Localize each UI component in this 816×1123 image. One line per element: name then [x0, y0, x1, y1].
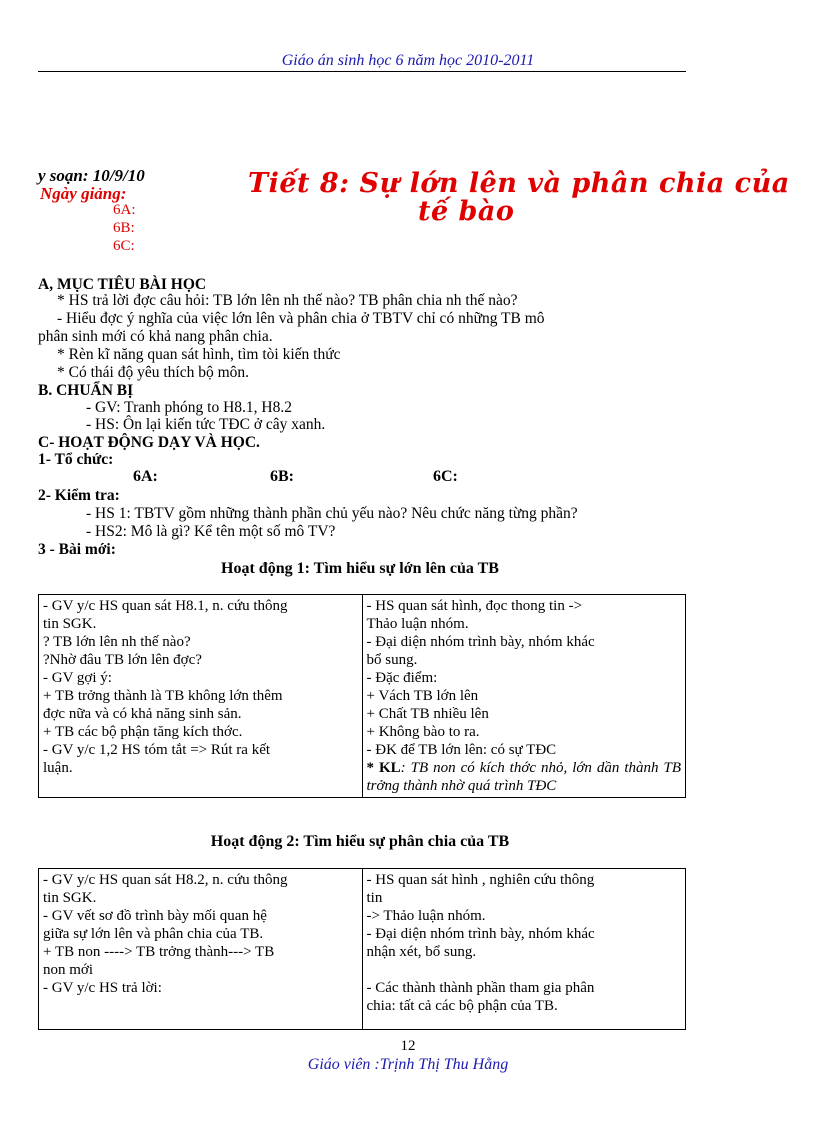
- lesson-title-line2: tế bào: [418, 196, 515, 227]
- table-line: + TB non ----> TB trởng thành---> TB: [43, 944, 275, 960]
- activity2-heading: Hoạt động 2: Tìm hiểu sự phân chia của TB: [210, 833, 510, 850]
- activity2-teacher-cell: [39, 869, 363, 1030]
- table-line: - Đại diện nhóm trình bày, nhóm khác: [366, 634, 595, 650]
- section-c-heading: C- HOẠT ĐỘNG DẠY VÀ HỌC.: [38, 434, 260, 451]
- table-line: + Vách TB lớn lên: [366, 688, 479, 704]
- conclusion: [367, 759, 682, 795]
- section-a-line: - Hiểu đợc ý nghĩa của việc lớn lên và phân chia ở TBTV chỉ có những TB mô: [57, 310, 545, 327]
- table-line: giữa sự lớn lên và phân chia của TB.: [43, 926, 264, 942]
- bai-moi-label: 3 - Bài mới:: [38, 541, 116, 558]
- table-line: - GV y/c HS trả lời:: [43, 980, 162, 996]
- class-6b-slot: 6B:: [270, 468, 294, 485]
- table-line: - Đại diện nhóm trình bày, nhóm khác: [366, 926, 595, 942]
- table-line: bổ sung.: [366, 652, 418, 668]
- page-number: 12: [400, 1038, 416, 1054]
- section-b-heading: B. CHUẨN BỊ: [38, 382, 134, 399]
- table-line: tin SGK.: [43, 890, 97, 906]
- activity1-student-cell: [362, 595, 686, 798]
- table-line: - GV y/c 1,2 HS tóm tắt => Rút ra kết: [43, 742, 271, 758]
- table-line: + TB trởng thành là TB không lớn thêm: [43, 688, 283, 704]
- table-line: - GV vết sơ đồ trình bày mối quan hệ: [43, 908, 267, 924]
- activity1-teacher-cell: [39, 595, 363, 798]
- class-6c: 6C:: [113, 238, 135, 254]
- section-a-heading: A, MỤC TIÊU BÀI HỌC: [38, 276, 207, 293]
- table-line: đợc nữa và có khả năng sinh sản.: [43, 706, 242, 722]
- table-line: luận.: [43, 760, 73, 776]
- activity2-student-cell: [362, 869, 686, 1030]
- date-prepared: y soạn: 10/9/10: [38, 166, 145, 185]
- page-footer: Giáo viên :Trịnh Thị Thu Hằng: [307, 1056, 509, 1073]
- conclusion-label: * KL: [366, 760, 401, 776]
- class-6c-slot: 6C:: [433, 468, 458, 485]
- section-a-line: * Có thái độ yêu thích bộ môn.: [57, 364, 250, 381]
- table-line: - HS quan sát hình, đọc thong tin ->: [366, 598, 583, 614]
- section-a-line: phân sinh mới có khả nang phân chia.: [38, 328, 273, 345]
- table-line: + Chất TB nhiều lên: [366, 706, 489, 722]
- table-line: [367, 961, 682, 979]
- table-line: - ĐK để TB lớn lên: có sự TĐC: [366, 742, 557, 758]
- activity2-table: [38, 868, 686, 1030]
- class-6a: 6A:: [113, 202, 136, 218]
- table-line: + Không bào to ra.: [366, 724, 480, 740]
- table-line: Thảo luận nhóm.: [366, 616, 469, 632]
- date-taught-label: Ngày giảng:: [40, 184, 127, 203]
- class-6a-slot: 6A:: [133, 468, 158, 485]
- table-line: - GV y/c HS quan sát H8.1, n. cứu thông: [43, 598, 288, 614]
- table-line: -> Thảo luận nhóm.: [366, 908, 486, 924]
- activity1-table: [38, 594, 686, 798]
- to-chuc-label: 1- Tổ chức:: [38, 451, 114, 468]
- section-b-line: - HS: Ôn lại kiến tức TĐC ở cây xanh.: [86, 416, 326, 433]
- table-line: - GV gợi ý:: [43, 670, 112, 686]
- table-line: tin SGK.: [43, 616, 97, 632]
- activity1-heading: Hoạt động 1: Tìm hiểu sự lớn lên của TB: [221, 560, 499, 577]
- class-6b: 6B:: [113, 220, 135, 236]
- table-line: nhận xét, bổ sung.: [366, 944, 477, 960]
- table-line: - HS quan sát hình , nghiên cứu thông: [366, 872, 595, 888]
- section-a-line: * HS trả lời đợc câu hỏi: TB lớn lên nh thế nào? TB phân chia nh thế nào?: [57, 292, 518, 309]
- kiem-tra-question: - HS2: Mô là gì? Kể tên một số mô TV?: [86, 523, 336, 540]
- table-line: + TB các bộ phận tăng kích thớc.: [43, 724, 243, 740]
- table-line: - Các thành thành phần tham gia phân: [366, 980, 595, 996]
- conclusion-text: : TB non có kích thớc nhỏ, lớn dần thành TB trởng thành nhờ quá trình TĐC: [366, 760, 681, 794]
- table-line: non mới: [43, 962, 94, 978]
- section-b-line: - GV: Tranh phóng to H8.1, H8.2: [86, 399, 292, 416]
- lesson-title-line1: Tiết 8: Sự lớn lên và phân chia của: [248, 168, 790, 199]
- kiem-tra-label: 2- Kiểm tra:: [38, 487, 120, 504]
- table-line: - GV y/c HS quan sát H8.2, n. cứu thông: [43, 872, 288, 888]
- header-rule: [38, 71, 686, 72]
- page-header: Giáo án sinh học 6 năm học 2010-2011: [281, 52, 535, 69]
- section-a-line: * Rèn kĩ năng quan sát hình, tìm tòi kiến thức: [57, 346, 341, 363]
- table-line: tin: [366, 890, 383, 906]
- kiem-tra-question: - HS 1: TBTV gồm những thành phần chủ yếu nào? Nêu chức năng từng phần?: [86, 505, 578, 522]
- table-line: chia: tất cả các bộ phận của TB.: [366, 998, 558, 1014]
- table-line: ? TB lớn lên nh thế nào?: [43, 634, 191, 650]
- table-line: ?Nhờ đâu TB lớn lên đợc?: [43, 652, 202, 668]
- table-line: - Đặc điểm:: [366, 670, 438, 686]
